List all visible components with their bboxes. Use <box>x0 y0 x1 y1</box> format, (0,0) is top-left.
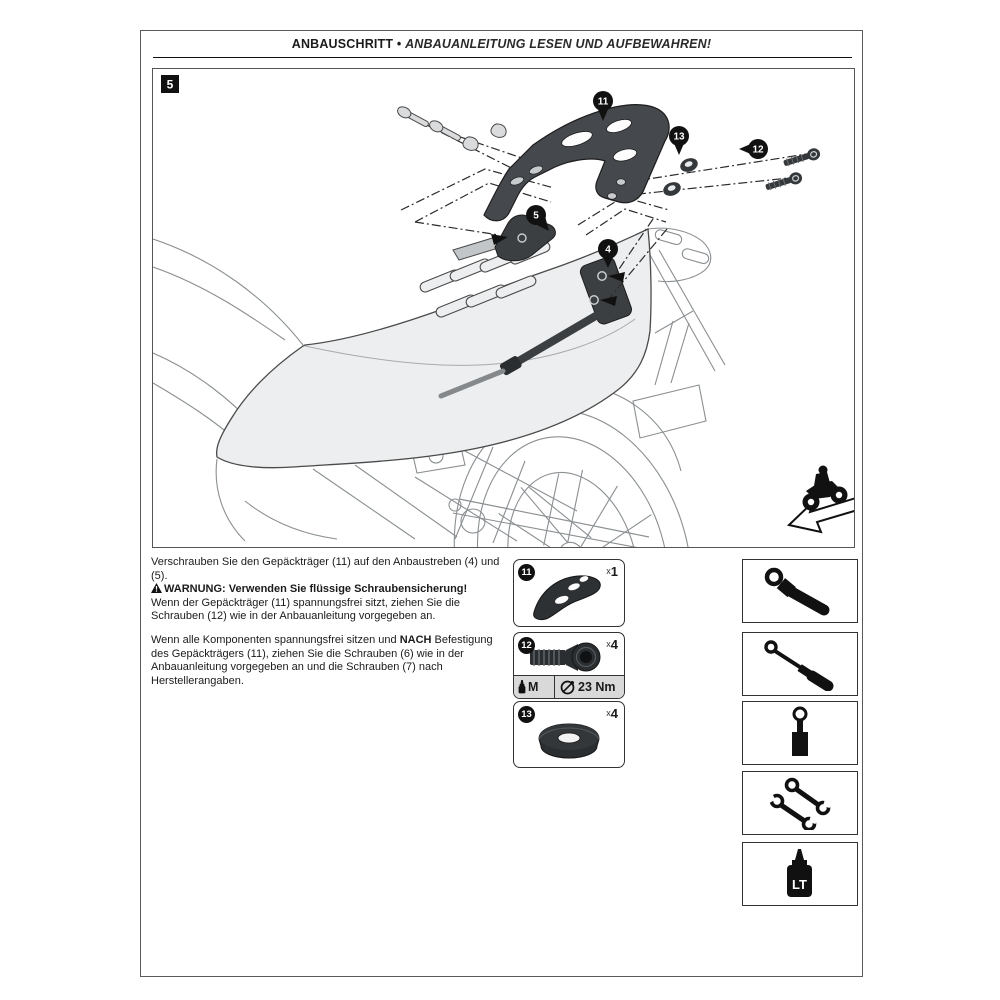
warning-line: WARNUNG: Verwenden Sie flüssige Schraubensicherung! <box>151 583 467 595</box>
svg-text:5: 5 <box>166 77 174 92</box>
open-end-wrenches-icon <box>754 776 846 830</box>
header-subtitle: ANBAUANLEITUNG LESEN UND AUFBEWAHREN! <box>405 36 712 51</box>
threadlocker-spec: M <box>514 676 555 698</box>
callout-13 <box>669 126 689 155</box>
tool-box-ratchet <box>742 559 858 623</box>
ratchet-icon <box>754 564 846 618</box>
part-qty-11: x1 <box>606 564 618 579</box>
page-frame <box>140 30 863 977</box>
svg-text:13: 13 <box>673 131 685 143</box>
part-box-13 <box>513 701 625 768</box>
screwdriver-icon <box>754 637 846 691</box>
step-badge <box>161 75 179 93</box>
cup-washers <box>661 156 699 198</box>
instruction-text <box>151 556 511 688</box>
callout-12 <box>739 139 768 159</box>
tool-box-threadlocker <box>742 842 858 906</box>
tool-box-screwdriver <box>742 632 858 696</box>
right-screws <box>661 144 821 198</box>
part-box-12 <box>513 632 625 699</box>
assembly-illustration <box>153 69 854 547</box>
screw-spec-row <box>514 675 624 698</box>
part-badge-13: 13 <box>518 706 535 723</box>
instruction-line-1: Verschrauben Sie den Gepäckträger (11) auf den Anbaustreben (4) und (5). WARNUNG: Verwenden Sie flüssige Schraubensicherung! Wenn der Gepäckträger (11) spannungsfrei sitzt, ziehen Sie die Schrauben (12) wie in der Anbauanleitung vorgegeben an. <box>151 556 500 623</box>
page-header <box>155 36 847 51</box>
threadlocker-bottle-icon <box>754 847 846 901</box>
warning-icon <box>151 583 162 593</box>
svg-text:5: 5 <box>533 210 539 222</box>
header-separator: • <box>396 36 402 51</box>
part-badge-11: 11 <box>518 564 535 581</box>
part-badge-12: 12 <box>518 637 535 654</box>
svg-text:4: 4 <box>605 244 611 256</box>
socket-extension-icon <box>754 706 846 760</box>
torque-spec: 23 Nm <box>555 676 616 698</box>
part-box-11 <box>513 559 625 627</box>
header-title: ANBAUSCHRITT <box>291 36 394 51</box>
part-qty-13: x4 <box>606 706 618 721</box>
svg-text:12: 12 <box>752 144 764 156</box>
bottle-label: LT <box>792 877 807 892</box>
header-rule <box>153 57 852 58</box>
instruction-line-2: Wenn der Gepäckträger (11) spannungsfrei sitzt, ziehen Sie die Schrauben (12) wie in der Anbauanleitung vorgegeben an. <box>151 596 460 623</box>
rack-plate <box>484 105 669 221</box>
tool-box-wrenches <box>742 771 858 835</box>
left-screws <box>396 105 509 154</box>
svg-text:11: 11 <box>597 96 609 108</box>
assembly-diagram <box>152 68 855 548</box>
tool-box-socket-extension <box>742 701 858 765</box>
part-qty-12: x4 <box>606 637 618 652</box>
torque-wrench-icon <box>560 680 575 695</box>
instruction-paragraph-2: Wenn alle Komponenten spannungsfrei sitzen und NACH Befestigung des Gepäckträgers (11), ziehen Sie die Schrauben (6) wie in der Anbauanleitung vorgegeben an und die Schrauben (7) nach Herstellerangaben. <box>151 633 493 687</box>
riding-direction-icon <box>789 466 854 533</box>
threadlocker-icon <box>518 680 526 694</box>
